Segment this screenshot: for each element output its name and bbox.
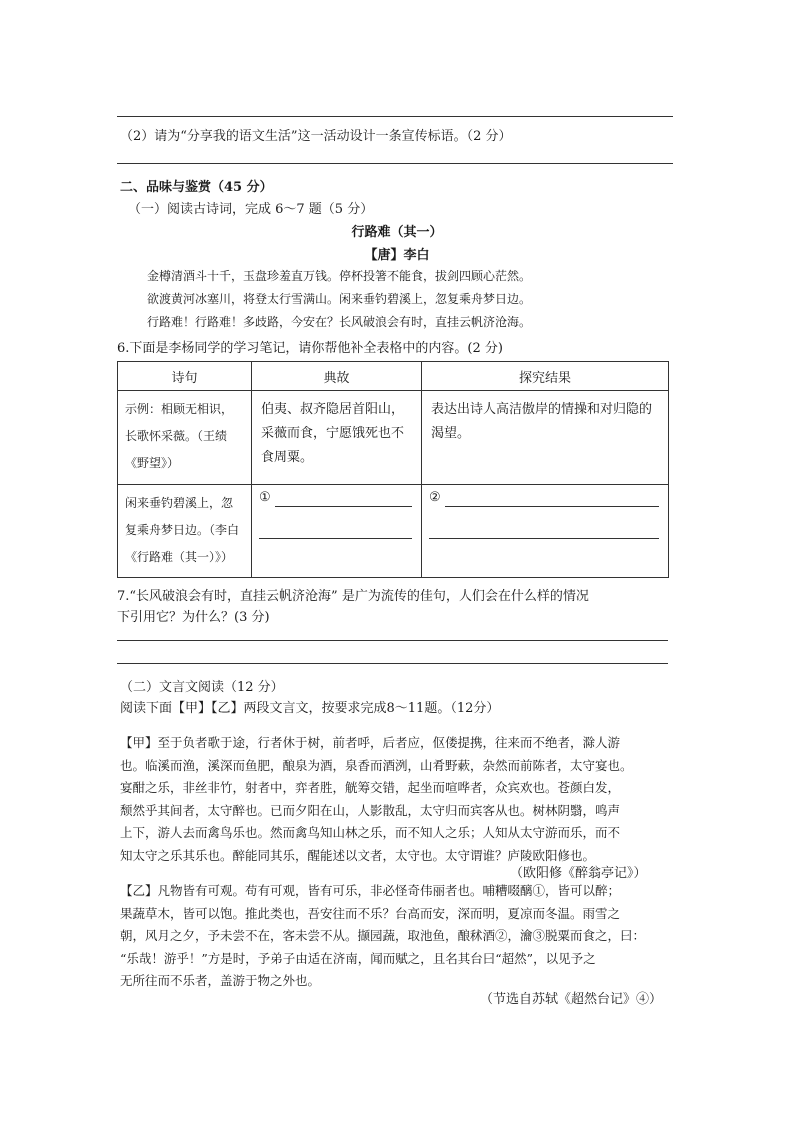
question-7-line-1: 7.“长风破浪会有时，直挂云帆济沧海” 是广为流传的佳句，人们会在什么样的情况 [117, 589, 589, 604]
example-allusion-text: 伯夷、叔齐隐居首阳山，采薇而食，宁愿饿死也不食周粟。 [261, 402, 405, 465]
section-2-heading: 二、品味与鉴赏（45 分） [120, 180, 273, 195]
example-verse-text: 示例：相顾无相识，长歌怀采薇。（王绩《野望》） [125, 402, 234, 470]
passage-yi [120, 880, 680, 993]
poem-title: 行路难（其一） [351, 225, 443, 240]
cell-task-verse [118, 485, 252, 578]
table-row [118, 485, 669, 578]
answer-blank-1a[interactable] [275, 506, 412, 507]
cell-answer-result [422, 485, 669, 578]
yi-line-2: 果蔬草木，皆可以饱。推此类也，吾安往而不乐？台高而安，深而明，夏凉而冬温。雨雪之 [120, 905, 621, 921]
jia-line-6: 知太守之乐其乐也。醉能同其乐，醒能述以文者，太守也。太守谓谁？庐陵欧阳修也。 [120, 847, 596, 863]
yi-line-3: 朝，风月之夕，予未尝不在，客未尝不从。撷园蔬，取池鱼，酿秫酒②，瀹③脱粟而食之，曰： [120, 928, 646, 943]
cell-example-verse [118, 391, 252, 485]
table-header-row [118, 362, 669, 391]
cell-example-result [422, 391, 669, 485]
jia-source: （欧阳修《醉翁亭记》） [510, 866, 647, 881]
jia-line-1: 【甲】至于负者歌于途，行者休于树，前者呼，后者应，伛偻提携，往来而不绝者，滁人游 [120, 735, 621, 750]
yi-source: （节选自苏轼《超然台记》④） [480, 992, 663, 1007]
answer-marker-1: ① [259, 490, 271, 505]
question-6: 6.下面是李杨同学的学习笔记，请你帮他补全表格中的内容。(2 分) [117, 341, 503, 356]
part-1-intro: （一）阅读古诗词，完成 6～7 题（5 分） [128, 202, 374, 217]
header-verse: 诗句 [118, 362, 252, 391]
answer-blank-1b[interactable] [259, 538, 412, 539]
jia-line-4: 颓然乎其间者，太守醉也。已而夕阳在山，人影散乱，太守归而宾客从也。树林阴翳，鸣声 [120, 802, 621, 818]
cell-example-allusion [252, 391, 422, 485]
part-2-instruction: 阅读下面【甲】【乙】两段文言文，按要求完成8～11题。（12分） [120, 701, 500, 716]
jia-line-2: 也。临溪而渔，溪深而鱼肥，酿泉为酒，泉香而酒洌，山肴野蔌，杂然而前陈者，太守宴也。 [120, 757, 633, 773]
table-row [118, 391, 669, 485]
answer-line-q7-a[interactable] [117, 640, 668, 641]
part-2-intro: （二）文言文阅读（12 分） [120, 680, 284, 695]
question-2: （2）请为“分享我的语文生活”这一活动设计一条宣传标语。（2 分） [120, 129, 512, 144]
yi-line-4: “乐哉！游乎！”方是时，予弟子由适在济南，闻而赋之，且名其台曰“超然”，以见予之 [120, 950, 596, 966]
jia-line-5: 上下，游人去而禽鸟乐也。然而禽鸟知山林之乐，而不知人之乐；人知从太守游而乐，而不 [120, 825, 621, 840]
header-allusion: 典故 [252, 362, 422, 391]
poem-author: 【唐】李白 [364, 248, 430, 263]
question-7-line-2: 下引用它？为什么？(3 分) [117, 610, 270, 625]
poem-line-2: 欲渡黄河冰塞川，将登太行雪满山。闲来垂钓碧溪上，忽复乘舟梦日边。 [147, 292, 532, 306]
answer-line-top [117, 116, 673, 117]
answer-blank-2a[interactable] [445, 506, 659, 507]
header-result: 探究结果 [422, 362, 669, 391]
cell-answer-allusion [252, 485, 422, 578]
answer-line-q7-b[interactable] [117, 663, 668, 664]
yi-line-1: 【乙】凡物皆有可观。苟有可观，皆有可乐，非必怪奇伟丽者也。哺糟啜醨①，皆可以醉； [120, 883, 621, 898]
study-notes-table [117, 361, 669, 578]
poem-line-3: 行路难！行路难！多歧路，今安在？长风破浪会有时，直挂云帆济沧海。 [147, 315, 532, 329]
answer-blank-2b[interactable] [429, 538, 659, 539]
passage-jia [120, 732, 680, 867]
answer-marker-2: ② [429, 490, 441, 505]
example-result-text: 表达出诗人高洁傲岸的情操和对归隐的渴望。 [431, 402, 653, 441]
yi-line-5: 无所往而不乐者，盖游于物之外也。 [120, 973, 321, 988]
jia-line-3: 宴酣之乐，非丝非竹，射者中，弈者胜，觥筹交错，起坐而喧哗者，众宾欢也。苍颜白发， [120, 780, 621, 795]
answer-line-q2 [117, 163, 673, 164]
task-verse-text: 闲来垂钓碧溪上，忽复乘舟梦日边。（李白《行路难（其一）》） [125, 496, 240, 564]
poem-line-1: 金樽清酒斗十千，玉盘珍羞直万钱。停杯投箸不能食，拔剑四顾心茫然。 [147, 269, 532, 283]
